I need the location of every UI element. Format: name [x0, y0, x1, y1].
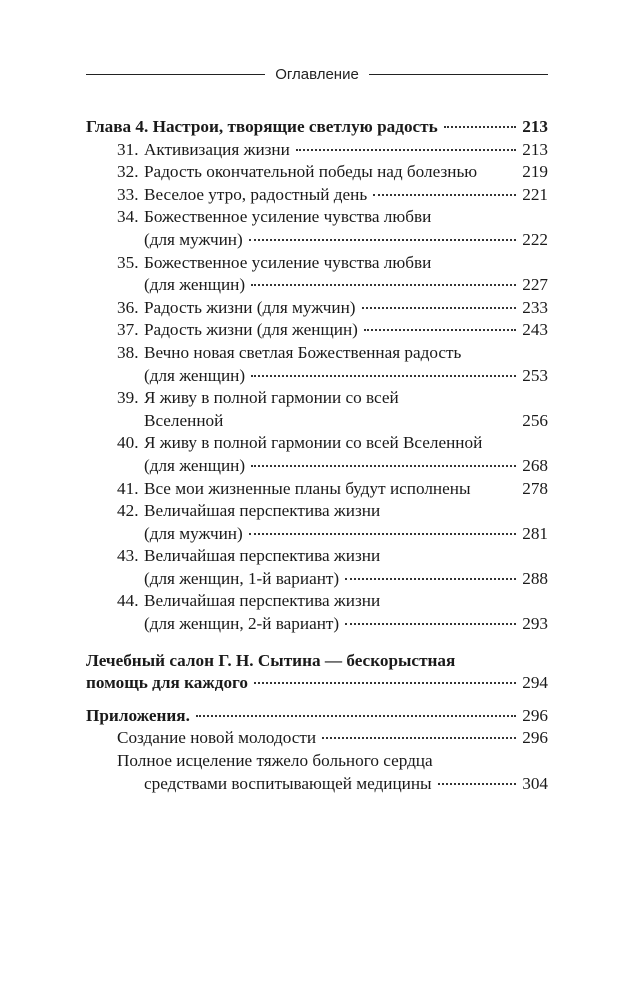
toc-item-35[interactable] — [86, 252, 548, 275]
toc-chapter-4[interactable] — [86, 116, 548, 139]
item-title-cont: (для женщин) — [144, 275, 246, 295]
page-number: 293 — [522, 614, 548, 634]
item-title: Вечно новая светлая Божественная радость — [144, 342, 462, 362]
dot-leader — [444, 126, 517, 128]
page-number: 227 — [522, 275, 548, 295]
page-number: 294 — [522, 673, 548, 693]
toc-item-34-cont[interactable] — [86, 229, 548, 252]
dot-leader — [251, 284, 516, 286]
item-number: 33. — [117, 184, 139, 204]
item-number: 32. — [117, 162, 139, 182]
toc-item-39[interactable] — [86, 387, 548, 410]
dot-leader — [345, 578, 516, 580]
dot-leader — [251, 375, 516, 377]
item-title-cont: (для женщин) — [144, 365, 246, 385]
item-title: Величайшая перспектива жизни — [144, 591, 381, 611]
page-number: 288 — [522, 568, 548, 588]
dot-leader — [249, 533, 517, 535]
item-number: 39. — [117, 388, 139, 408]
toc-item-39-cont[interactable] — [86, 410, 548, 433]
toc-salon-label-cont: помощь для каждого — [86, 673, 249, 693]
toc-salon-label: Лечебный салон Г. Н. Сытина — бескорыстная — [86, 650, 456, 670]
toc-item-40[interactable] — [86, 432, 548, 455]
page-number: 213 — [522, 139, 548, 159]
toc-item-38[interactable] — [86, 342, 548, 365]
dot-leader — [196, 715, 516, 717]
toc-item-43-cont[interactable] — [86, 568, 548, 591]
item-title: Величайшая перспектива жизни — [144, 501, 381, 521]
toc-appendix-item-2-cont[interactable] — [86, 773, 548, 796]
dot-leader — [249, 239, 517, 241]
item-title-cont: (для мужчин) — [144, 523, 243, 543]
toc-salon-cont[interactable] — [86, 672, 548, 695]
dot-leader — [345, 623, 516, 625]
dot-leader — [364, 329, 516, 331]
dot-leader — [362, 307, 517, 309]
item-number: 41. — [117, 478, 139, 498]
toc-item-34[interactable] — [86, 206, 548, 229]
item-title: Все мои жизненные планы будут исполнены — [144, 478, 471, 498]
page-number: 221 — [522, 184, 548, 204]
toc-item-33[interactable] — [86, 184, 548, 207]
item-title: Веселое утро, радостный день — [144, 184, 368, 204]
toc-item-36[interactable] — [86, 297, 548, 320]
toc-appendix-item-2[interactable] — [86, 750, 548, 773]
item-title: Радость жизни (для мужчин) — [144, 297, 356, 317]
toc-item-43[interactable] — [86, 545, 548, 568]
page-number: 256 — [522, 410, 548, 430]
toc-chapter-label: Глава 4. Настрои, творящие светлую радость — [86, 117, 438, 136]
toc-item-32[interactable] — [86, 161, 548, 184]
item-title: Божественное усиление чувства любви — [144, 207, 432, 227]
dot-leader — [322, 737, 516, 739]
item-title: Создание новой молодости — [117, 728, 317, 748]
item-title-cont: (для мужчин) — [144, 229, 243, 249]
item-title-cont: (для женщин) — [144, 455, 246, 475]
toc-item-42-cont[interactable] — [86, 523, 548, 546]
item-number: 43. — [117, 546, 139, 566]
toc-appendix-item-1[interactable] — [86, 727, 548, 750]
dot-leader — [373, 194, 516, 196]
item-number: 34. — [117, 207, 139, 227]
toc-appendix[interactable] — [86, 705, 548, 728]
page-number: 222 — [522, 229, 548, 249]
toc-salon[interactable] — [86, 650, 548, 673]
page-number: 304 — [522, 773, 548, 793]
item-number: 36. — [117, 297, 139, 317]
dot-leader — [296, 149, 516, 151]
item-number: 31. — [117, 139, 139, 159]
page-title: Оглавление — [275, 65, 359, 83]
table-of-contents — [86, 116, 548, 795]
item-title: Активизация жизни — [144, 139, 290, 159]
item-number: 37. — [117, 320, 139, 340]
header-rule-right — [369, 74, 548, 75]
page-number: 268 — [522, 455, 548, 475]
page-number: 213 — [522, 117, 548, 136]
item-number: 35. — [117, 252, 139, 272]
toc-item-44-cont[interactable] — [86, 613, 548, 636]
toc-item-38-cont[interactable] — [86, 365, 548, 388]
item-title-cont: Вселенной — [144, 410, 224, 430]
item-title-cont: средствами воспитывающей медицины — [144, 773, 432, 793]
toc-item-41[interactable] — [86, 478, 548, 501]
page-number: 219 — [522, 162, 548, 182]
page-number: 296 — [522, 705, 548, 725]
toc-item-35-cont[interactable] — [86, 274, 548, 297]
item-title: Полное исцеление тяжело больного сердца — [117, 751, 433, 771]
item-number: 44. — [117, 591, 139, 611]
dot-leader — [438, 783, 517, 785]
toc-item-42[interactable] — [86, 500, 548, 523]
item-title: Величайшая перспектива жизни — [144, 546, 381, 566]
page-number: 281 — [522, 523, 548, 543]
page-number: 296 — [522, 728, 548, 748]
header-rule-left — [86, 74, 265, 75]
item-title: Я живу в полной гармонии со всей — [144, 388, 399, 408]
toc-item-31[interactable] — [86, 139, 548, 162]
item-title-cont: (для женщин, 2-й вариант) — [144, 614, 340, 634]
item-title-cont: (для женщин, 1-й вариант) — [144, 568, 340, 588]
page-number: 243 — [522, 320, 548, 340]
dot-leader — [254, 682, 516, 684]
dot-leader — [251, 465, 516, 467]
page-number: 253 — [522, 365, 548, 385]
toc-appendix-label: Приложения. — [86, 705, 190, 725]
item-number: 40. — [117, 433, 139, 453]
page-header — [86, 62, 548, 86]
toc-item-44[interactable] — [86, 590, 548, 613]
item-number: 38. — [117, 342, 139, 362]
page-number: 278 — [522, 478, 548, 498]
item-title: Радость окончательной победы над болезнью — [144, 162, 478, 182]
toc-item-40-cont[interactable] — [86, 455, 548, 478]
page-number: 233 — [522, 297, 548, 317]
item-number: 42. — [117, 501, 139, 521]
item-title: Радость жизни (для женщин) — [144, 320, 358, 340]
item-title: Я живу в полной гармонии со всей Вселенной — [144, 433, 483, 453]
toc-item-37[interactable] — [86, 319, 548, 342]
item-title: Божественное усиление чувства любви — [144, 252, 432, 272]
